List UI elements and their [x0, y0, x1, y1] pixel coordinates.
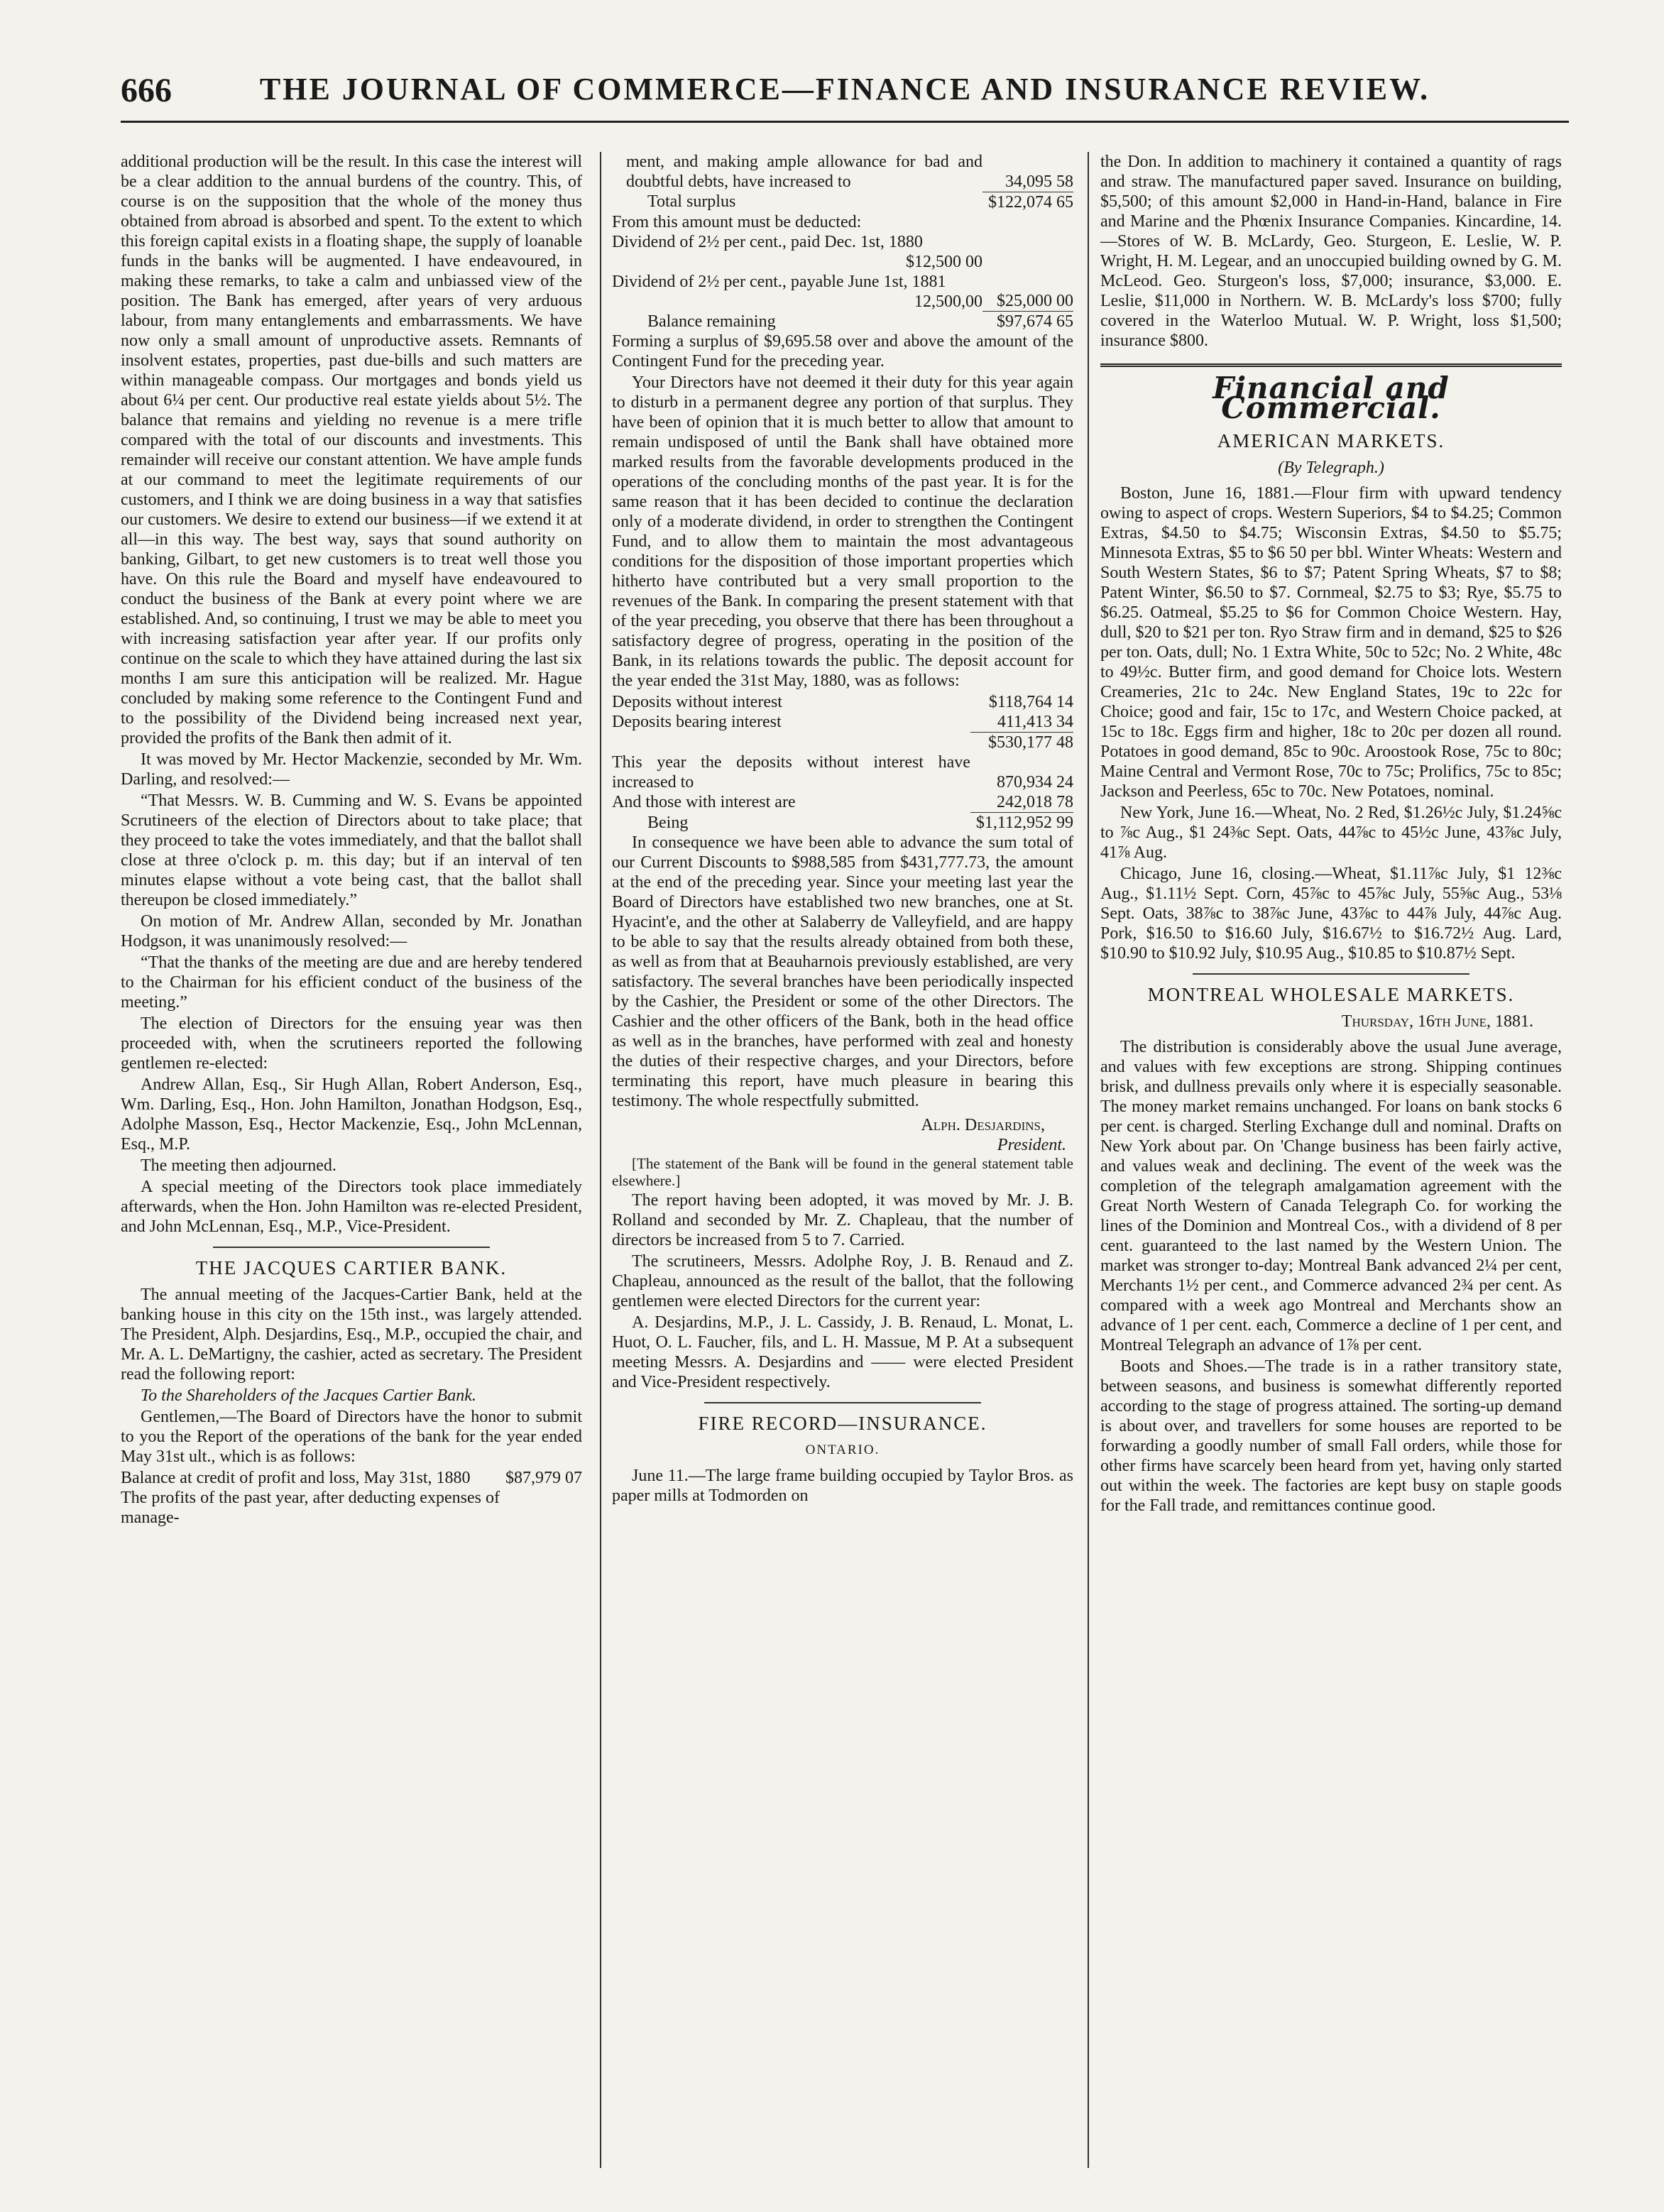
paragraph: The report having been adopted, it was moved by Mr. J. B. Rolland and seconded by Mr. Z. Chapleau, that the number of directors be increased from 5 to 7. Carried.: [612, 1191, 1073, 1249]
signature-name: Alph. Desjardins,: [921, 1116, 1045, 1134]
account-label: This year the deposits without interest have increased to: [612, 753, 970, 792]
account-table-deposits: [612, 692, 1073, 833]
section-divider: [1100, 363, 1562, 367]
paragraph: Andrew Allan, Esq., Sir Hugh Allan, Robert Anderson, Esq., Wm. Darling, Esq., Hon. John Hamilton, Jonathan Hodgson, Esq., Adolphe Masson, Esq., Hector Mackenzie, Esq., John McLennan, Esq., M.P.: [121, 1075, 582, 1154]
section-heading-montreal-wholesale: MONTREAL WHOLESALE MARKETS.: [1147, 984, 1515, 1005]
account-label: Balance at credit of profit and loss, May 31st, 1880: [121, 1469, 471, 1487]
account-amount: 242,018 78: [997, 793, 1073, 811]
paragraph: Boots and Shoes.—The trade is in a rather transitory state, between seasons, and business is somewhat differently reported according to the stage of progress attained. The sorting-up demand is about over, and travellers for some houses are reported to be forwarding a goodly number of small Fall orders, while those for other firms have scarcely been heard from yet, having only started out within the week. The factories are kept busy on staple goods for the Fall trade, and remittances continue good.: [1100, 1357, 1562, 1515]
paragraph: The scrutineers, Messrs. Adolphe Roy, J. B. Renaud and Z. Chapleau, announced as the result of the ballot, that the following gentlemen were elected Directors for the current year:: [612, 1252, 1073, 1310]
account-row: [612, 792, 1073, 813]
paragraph: Gentlemen,—The Board of Directors have the honor to submit to you the Report of the operations of the bank for the year ended May 31st ult., which is as follows:: [121, 1408, 582, 1466]
column-rule: [600, 152, 601, 2168]
account-row: [612, 813, 1073, 833]
account-row: [612, 192, 1073, 212]
account-label: From this amount must be deducted:: [612, 212, 862, 231]
running-title: THE JOURNAL OF COMMERCE—FINANCE AND INSURANCE REVIEW.: [259, 72, 1430, 106]
account-label: Total surplus: [647, 192, 736, 211]
dividend-label: Dividend of 2½ per cent., payable June 1st, 1881: [612, 272, 946, 291]
paragraph: Boston, June 16, 1881.—Flour firm with upward tendency owing to aspect of crops. Western Superiors, $4 to $4.25; Common Extras, $4.50 to $4.75; Wisconsin Extras, $4.50 to $5.75; Minnesota Extras, $5 to $6 50 per bbl. Winter Wheats: Western and South Western States, $6 to $7; Patent Spring Wheats, $7 to $8; Patent Winter, $6.50 to $7. Cornmeal, $2.75 to $3; Rye, $5.75 to $6.25. Oatmeal, $5.25 to $6 for Common Choice Western. Hay, dull, $20 to $21 per ton. Ryo Straw firm and in demand, $25 to $26 per ton. Oats, dull; No. 1 Extra White, 50c to 52c; No. 2 White, 48c to 49½c. Butter firm, and good demand for Choice lots. Western Creameries, 21c to 24c. New England States, 19c to 22c for Choice; good and fair, 15c to 17c, and Western Choice packed, at 15c to 18c. Eggs firm and higher, 18c to 20c per dozen all round. Potatoes in good demand, 85c to 90c. Aroostook Rose, 75c to 80c; Maine Central and Vermont Rose, 70c to 75c; Prolifics, 75c to 85c; Jackson and Peerless, 65c to 70c. New Potatoes, nominal.: [1100, 484, 1562, 801]
section-subheading-ontario: ONTARIO.: [805, 1442, 880, 1457]
paragraph: A. Desjardins, M.P., J. L. Cassidy, J. B. Renaud, L. Monat, L. Huot, O. L. Faucher, fils, and L. H. Massue, M P. At a subsequent meeting Messrs. A. Desjardins and —— were elected President and Vice-President respectively.: [612, 1313, 1073, 1391]
section-divider: [1193, 973, 1469, 975]
account-table-opening: [121, 1468, 582, 1528]
section-heading-american-markets: AMERICAN MARKETS.: [1217, 430, 1445, 451]
account-label: [612, 232, 982, 272]
paragraph: Chicago, June 16, closing.—Wheat, $1.11⅞c July, $1 12⅜c Aug., $1.11½ Sept. Corn, 45⅞c to 45⅞c July, 55⅝c Aug., 53⅛ Sept. Oats, 38⅞c to 38⅞c June, 43⅞c to 44⅞ July, 44⅞c Aug. Pork, $16.50 to $16.60 July, $16.67½ to $16.72½ Aug. Lard, $10.90 to $10.92 July, $10.95 Aug., $10.85 to $10.87½ Sept.: [1100, 865, 1562, 963]
paragraph: Your Directors have not deemed it their duty for this year again to disturb in a permanent degree any portion of that surplus. They have been of opinion that it is much better to allow that amount to remain undisposed of until the Bank shall have obtained more marked results from the favorable developments produced in the operations of the concluding months of the past year. It is for the same reason that it has been decided to continue the declaration only of a moderate dividend, in order to strengthen the Contingent Fund, and to allow them to maintain the most advantageous conditions for the disposition of those important properties which hitherto have contributed but a very small proportion to the revenues of the Bank. In comparing the present statement with that of the year preceding, you observe that there has been throughout a satisfactory degree of progress, operating in the position of the Bank, in its relations towards the public. The deposit account for the year ended the 31st May, 1880, was as follows:: [612, 373, 1073, 690]
page-header: [121, 71, 1569, 123]
account-row: [612, 712, 1073, 733]
account-amount: 411,413 34: [997, 713, 1073, 731]
account-amount: $118,764 14: [988, 693, 1073, 711]
paragraph: The distribution is considerably above the usual June average, and values with few exceptions are strong. Shipping continues brisk, and dullness prevails only where it is especially seasonable. The money market remains unchanged. For loans on bank stocks 6 per cent. is charged. Sterling Exchange dull and nominal. Drafts on New York about par. On 'Change business has been fairly active, and values weak and declining. The event of the week was the completion of the telegraph amalgamation agreement with the Great North Western of Canada Telegraph Co. for working the lines of the Dominion and Montreal Cos., with a dividend of 8 per cent. guaranteed to the last named by the Western Union. The market was stronger to-day; Montreal Bank advanced 2¼ per cent, Merchants 1½ per cent., and Commerce advanced 2¾ per cent. As compared with a week ago Montreal and Merchants show an advance of 1 per cent. each, Commerce a decline of 1 per cent, and Montreal Telegraph an advance of 1⅞ per cent.: [1100, 1038, 1562, 1354]
account-amount: 870,934 24: [997, 773, 1073, 792]
account-row: [612, 152, 1073, 192]
section-divider: [704, 1402, 981, 1403]
report-date: Thursday, 16th June, 1881.: [1341, 1012, 1533, 1031]
account-row: [612, 212, 1073, 232]
paragraph: A special meeting of the Directors took place immediately afterwards, when the Hon. John Hamilton was re-elected President, and John McLennan, Esq., M.P., Vice-President.: [121, 1178, 582, 1236]
account-amount: $97,674 65: [982, 312, 1073, 332]
dividend-label: Dividend of 2½ per cent., paid Dec. 1st, 1880: [612, 232, 923, 251]
paragraph: the Don. In addition to machinery it contained a quantity of rags and straw. The manufactured paper saved. Insurance on building, $5,500; of this amount $2,000 in Hand-in-Hand, balance in Fire and Marine and the Phœnix Insurance Companies. Kincardine, 14.—Stores of W. B. McLardy, Geo. Sturgeon, E. Leslie, W. P. Wright, H. M. Legear, and an unoccupied building owned by G. M. McLeod. Geo. Sturgeon's loss, $7,000; insurance, $3,000. E. Leslie, $11,000 in Northern. W. B. McLardy's loss $700; fully covered in the Waterloo Mutual. W. P. Wright, loss $1,500; insurance $800.: [1100, 153, 1562, 350]
account-row: [612, 752, 1073, 792]
account-label: Deposits without interest: [612, 693, 782, 711]
paragraph: June 11.—The large frame building occupied by Taylor Bros. as paper mills at Todmorden on: [612, 1467, 1073, 1505]
account-row: [121, 1488, 582, 1528]
account-label: Being: [647, 813, 689, 832]
editorial-note: [The statement of the Bank will be found in the general statement table elsewhere.]: [612, 1155, 1073, 1189]
paragraph: On motion of Mr. Andrew Allan, seconded by Mr. Jonathan Hodgson, it was unanimously resolved:—: [121, 912, 582, 951]
account-amount: $122,074 65: [982, 192, 1073, 212]
section-divider: [213, 1247, 490, 1248]
paragraph: “That Messrs. W. B. Cumming and W. S. Evans be appointed Scrutineers of the election of Directors about to take place; that they proceed to take the votes immediately, and that the ballot shall close at three o'clock p. m. this day; but if an interval of ten minutes elapse without a vote being cast, that the ballot shall thereupon be closed immediately.”: [121, 792, 582, 909]
paragraph: The annual meeting of the Jacques-Cartier Bank, held at the banking house in this city on the 15th inst., was largely attended. The President, Alph. Desjardins, Esq., M.P., occupied the chair, and Mr. A. L. DeMartigny, the cashier, acted as secretary. The President read the following report:: [121, 1286, 582, 1384]
account-row: [612, 272, 1073, 312]
column-2: [612, 152, 1073, 2175]
account-label: The profits of the past year, after deducting expenses of manage-: [121, 1489, 500, 1527]
signature-title: President.: [997, 1136, 1066, 1154]
section-subheading: (By Telegraph.): [1278, 459, 1384, 477]
account-amount: $530,177 48: [970, 733, 1073, 753]
paragraph: In consequence we have been able to advance the sum total of our Current Discounts to $988,585 from $431,777.73, the amount at the end of the preceding year. Since your meeting last year the Board of Directors have established two new branches, one at St. Hyacint'e, and the other at Salaberry de Valleyfield, and are happy to be able to say that the results already obtained from both these, as well as from that at Beauharnois previously established, are very satisfactory. The several branches have been periodically inspected by the Cashier, the President or some of the other Directors. The Cashier and the other officers of the Bank, both in the head office as well as in the branches, have performed with zeal and honesty the duties of their respective charges, and your Directors, before terminating this report, have much pleasure in bearing this testimony. The whole respectfully submitted.: [612, 833, 1073, 1110]
account-amount: $25,000 00: [997, 292, 1073, 310]
account-label: Balance remaining: [647, 312, 776, 331]
account-row: [121, 1468, 582, 1488]
account-label: And those with interest are: [612, 793, 796, 811]
column-rule: [1088, 152, 1089, 2168]
section-heading-fire-record: FIRE RECORD—INSURANCE.: [698, 1413, 987, 1434]
account-row: [612, 733, 1073, 753]
department-heading: Financial and Commercial.: [1213, 371, 1450, 425]
account-label: Deposits bearing interest: [612, 713, 782, 731]
paragraph: The election of Directors for the ensuing year was then proceeded with, when the scrutineers reported the following gentlemen re-elected:: [121, 1014, 582, 1073]
paragraph: It was moved by Mr. Hector Mackenzie, seconded by Mr. Wm. Darling, and resolved:—: [121, 750, 582, 789]
account-amount: $87,979 07: [505, 1469, 582, 1487]
dividend-amount: $12,500 00: [906, 252, 982, 271]
account-row: [612, 232, 1073, 272]
paragraph: additional production will be the result. In this case the interest will be a clear addition to the annual burdens of the country. This, of course is on the supposition that the whole of the money thus obtained from abroad is absorbed and spent. To the extent to which this foreign capital exists in a floating shape, the supply of loanable funds in the banks will be augmented. I have endeavoured, in making these remarks, to take a calm and unbiassed view of the position. The Bank has emerged, after years of very arduous labour, from many entanglements and embarrassments. We have now only a small amount of unproductive assets. Remnants of insolvent estates, properties, past due-bills and such matters are within manageable compass. Our mortgages and bonds yield us about 6¼ per cent. Our productive real estate yields about 5½. The balance that remains and yielding no revenue is a mere trifle compared with the total of our discounts and investments. This remainder will receive our constant attention. We have ample funds at our command to meet the legitimate requirements of our customers, and I think we are doing business in a way that satisfies our customers. We desire to extend our business—if we extend it at all—in this way. The best way, says that sound authority on banking, Gilbart, to get new customers is to treat well those you have. On this rule the Board and myself have endeavoured to conduct the business of the Bank at every point where we are established. And, so continuing, I trust we may be able to meet you with increasing satisfaction year after year. If our profits only continue on the scale to which they have attained during the last six months I am sure this anticipation will be realized. Mr. Hague concluded by making some reference to the Contingent Fund and to the possibility of the Dividend being increased next year, provided the profits of the Bank then admit of it.: [121, 153, 582, 748]
page-number: 666: [121, 72, 172, 109]
report-salutation: To the Shareholders of the Jacques Cartier Bank.: [141, 1386, 476, 1405]
section-heading-jacques-cartier: THE JACQUES CARTIER BANK.: [195, 1257, 508, 1279]
column-1: [121, 152, 582, 2175]
account-label: [612, 272, 982, 312]
column-3: [1100, 152, 1562, 2175]
account-row: [612, 692, 1073, 712]
paragraph: Forming a surplus of $9,695.58 over and above the amount of the Contingent Fund for the preceding year.: [612, 332, 1073, 371]
paragraph: “That the thanks of the meeting are due and are hereby tendered to the Chairman for his efficient conduct of the business of the meeting.”: [121, 953, 582, 1012]
paragraph: New York, June 16.—Wheat, No. 2 Red, $1.26½c July, $1.24⅝c to ⅞c Aug., $1 24⅜c Sept. Oats, 44⅞c to 45½c June, 43⅞c July, 41⅞ Aug.: [1100, 804, 1562, 862]
account-table-surplus: [612, 152, 1073, 332]
account-row: [612, 312, 1073, 332]
paragraph: The meeting then adjourned.: [141, 1156, 336, 1175]
dividend-amount: 12,500,00: [914, 292, 982, 311]
account-amount: 34,095 58: [1005, 172, 1073, 191]
account-amount: $1,112,952 99: [970, 813, 1073, 833]
account-label: ment, and making ample allowance for bad and doubtful debts, have increased to: [626, 153, 982, 191]
